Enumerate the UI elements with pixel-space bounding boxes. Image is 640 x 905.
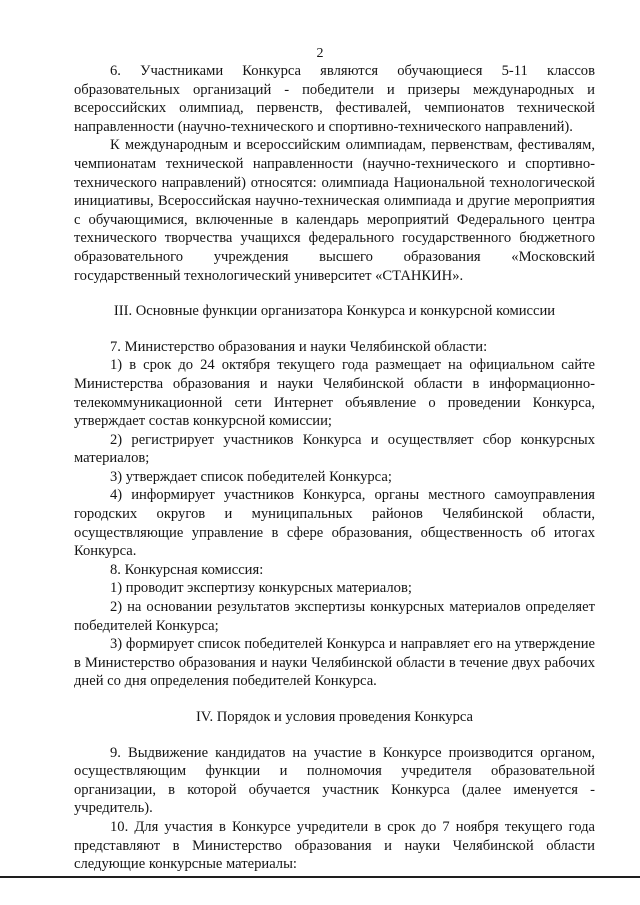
paragraph: 7. Министерство образования и науки Челябинской области:	[110, 338, 488, 355]
paragraph: 1) проводит экспертизу конкурсных материалов;	[110, 580, 412, 597]
paragraph: 2) регистрирует участников Конкурса и осуществляет сбор конкурсных материалов;	[74, 431, 595, 467]
section-heading: IV. Порядок и условия проведения Конкурса	[195, 709, 474, 725]
paragraph: 9. Выдвижение кандидатов на участие в Конкурсе производится органом, осуществляющим функции и полномочия учредителя образовательной организации, в которой обучается участник Конкурса (далее именуется - учредитель).	[74, 744, 595, 817]
paragraph: 10. Для участия в Конкурсе учредители в срок до 7 ноября текущего года представляют в Министерство образования и науки Челябинской области следующие конкурсные материалы:	[74, 818, 595, 873]
paragraph: 8. Конкурсная комиссия:	[110, 561, 264, 578]
document-body	[74, 62, 595, 874]
section-heading: III. Основные функции организатора Конкурса и конкурсной комиссии	[113, 303, 556, 320]
paragraph: 2) на основании результатов экспертизы конкурсных материалов определяет победителей Конкурса;	[74, 599, 595, 634]
paragraph: 4) информирует участников Конкурса, органы местного самоуправления городских округов и муниципальных районов Челябинской области, осуществляющие управление в сфере образования, общественность об итогах Конкурса.	[74, 487, 595, 560]
page-number: 2	[316, 46, 324, 61]
paragraph: 1) в срок до 24 октября текущего года размещает на официальном сайте Министерства образования и науки Челябинской области в информационно-телекоммуникационной сети Интернет объявление о проведении Конкурса, утверждает состав конкурсной комиссии;	[74, 357, 595, 430]
paragraph: 3) утверждает список победителей Конкурса;	[110, 468, 392, 485]
paragraph: 6. Участниками Конкурса являются обучающиеся 5-11 классов образовательных организаций - победители и призеры международных и всероссийских олимпиад, первенств, фестивалей, чемпионатов технической направленности (научно-технического и спортивно-технического направлений).	[74, 63, 595, 135]
scan-bottom-edge	[0, 876, 640, 878]
paragraph: К международным и всероссийским олимпиадам, первенствам, фестивалям, чемпионатам технической направленности (научно-технического и спортивно-технического направлений) относятся: олимпиада Национальной технологической инициативы, Всероссийская научно-техническая олимпиада и другие мероприятия с обучающимися, включенные в календарь мероприятий Федерального центра технического творчества учащихся федерального государственного бюджетного образовательного учреждения высшего образования «Московский государственный технологический университет «СТАНКИН».	[74, 137, 595, 284]
paragraph: 3) формирует список победителей Конкурса и направляет его на утверждение в Министерство образования и науки Челябинской области в течение двух рабочих дней со дня определения победителей Конкурса.	[74, 636, 595, 690]
